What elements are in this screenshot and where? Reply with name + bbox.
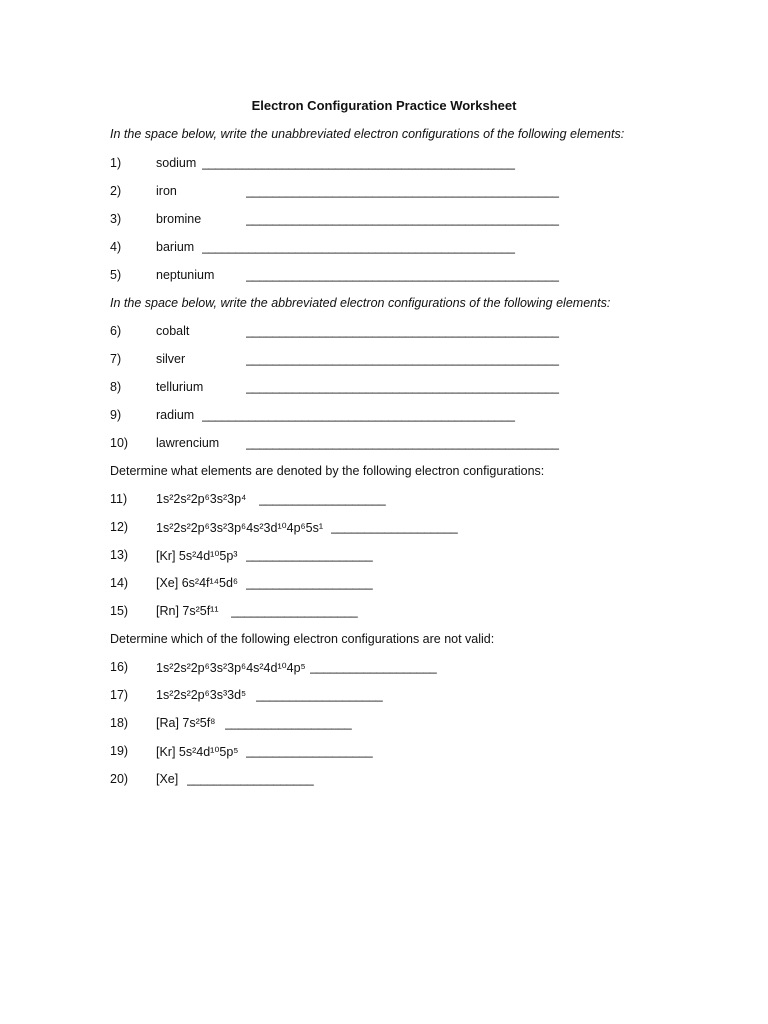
item-6-number: 6)	[110, 324, 122, 338]
item-17-number: 17)	[110, 688, 129, 702]
item-10-answer-line[interactable]: _______________________________________________	[246, 436, 559, 450]
item-18-answer-line[interactable]: ___________________	[225, 716, 352, 730]
item-12-number: 12)	[110, 520, 129, 534]
item-4-number: 4)	[110, 240, 122, 254]
item-11-number: 11)	[110, 492, 128, 506]
item-1-answer-line[interactable]: _______________________________________________	[202, 156, 515, 170]
section-2-instruction: In the space below, write the abbreviated electron configurations of the following elements:	[110, 296, 611, 310]
section-4-instruction: Determine which of the following electron configurations are not valid:	[110, 632, 495, 646]
item-4-label: barium	[156, 240, 195, 254]
item-8-answer-line[interactable]: _______________________________________________	[246, 380, 559, 394]
item-19-config: [Kr] 5s²4d¹⁰5p⁵	[156, 745, 239, 759]
item-8-number: 8)	[110, 380, 122, 394]
item-10-number: 10)	[110, 436, 129, 450]
item-3-label: bromine	[156, 212, 202, 226]
item-13-answer-line[interactable]: ___________________	[246, 548, 373, 562]
item-1-number: 1)	[110, 156, 122, 170]
item-7-label: silver	[156, 352, 186, 366]
item-20-number: 20)	[110, 772, 129, 786]
item-15-number: 15)	[110, 604, 129, 618]
item-6-answer-line[interactable]: _______________________________________________	[246, 324, 559, 338]
item-20-answer-line[interactable]: ___________________	[187, 772, 314, 786]
item-2-number: 2)	[110, 184, 122, 198]
item-5-answer-line[interactable]: _______________________________________________	[246, 268, 559, 282]
item-14-config: [Xe] 6s²4f¹⁴5d⁶	[156, 576, 239, 590]
item-12-answer-line[interactable]: ___________________	[331, 520, 458, 534]
item-19-answer-line[interactable]: ___________________	[246, 744, 373, 758]
item-14-answer-line[interactable]: ___________________	[246, 576, 373, 590]
section-3-instruction: Determine what elements are denoted by the following electron configurations:	[110, 464, 545, 478]
item-15-answer-line[interactable]: ___________________	[231, 604, 358, 618]
item-16-answer-line[interactable]: ___________________	[310, 660, 437, 674]
item-10-label: lawrencium	[156, 436, 220, 450]
item-3-number: 3)	[110, 212, 122, 226]
item-7-answer-line[interactable]: _______________________________________________	[246, 352, 559, 366]
item-13-number: 13)	[110, 548, 129, 562]
page-title: Electron Configuration Practice Worksheet	[251, 98, 517, 113]
item-7-number: 7)	[110, 352, 122, 366]
item-15-config: [Rn] 7s²5f¹¹	[156, 604, 219, 618]
item-5-number: 5)	[110, 268, 122, 282]
item-19-number: 19)	[110, 744, 129, 758]
item-4-answer-line[interactable]: _______________________________________________	[202, 240, 515, 254]
item-2-answer-line[interactable]: _______________________________________________	[246, 184, 559, 198]
item-6-label: cobalt	[156, 324, 190, 338]
item-13-config: [Kr] 5s²4d¹⁰5p³	[156, 549, 238, 563]
item-16-number: 16)	[110, 660, 129, 674]
item-16-config: 1s²2s²2p⁶3s²3p⁶4s²4d¹⁰4p⁵	[156, 661, 306, 675]
item-17-answer-line[interactable]: ___________________	[256, 688, 383, 702]
item-18-config: [Ra] 7s²5f⁸	[156, 716, 216, 730]
item-8-label: tellurium	[156, 380, 204, 394]
item-2-label: iron	[156, 184, 177, 198]
item-18-number: 18)	[110, 716, 129, 730]
item-12-config: 1s²2s²2p⁶3s²3p⁶4s²3d¹⁰4p⁶5s¹	[156, 521, 324, 535]
item-1-label: sodium	[156, 156, 197, 170]
item-5-label: neptunium	[156, 268, 215, 282]
item-20-config: [Xe]	[156, 772, 179, 786]
item-11-answer-line[interactable]: ___________________	[259, 492, 386, 506]
section-1-instruction: In the space below, write the unabbreviated electron configurations of the following elements:	[110, 127, 625, 141]
item-11-config: 1s²2s²2p⁶3s²3p⁴	[156, 492, 247, 506]
item-3-answer-line[interactable]: _______________________________________________	[246, 212, 559, 226]
item-9-answer-line[interactable]: _______________________________________________	[202, 408, 515, 422]
item-17-config: 1s²2s²2p⁶3s³3d⁵	[156, 688, 247, 702]
item-9-number: 9)	[110, 408, 122, 422]
item-14-number: 14)	[110, 576, 129, 590]
item-9-label: radium	[156, 408, 195, 422]
